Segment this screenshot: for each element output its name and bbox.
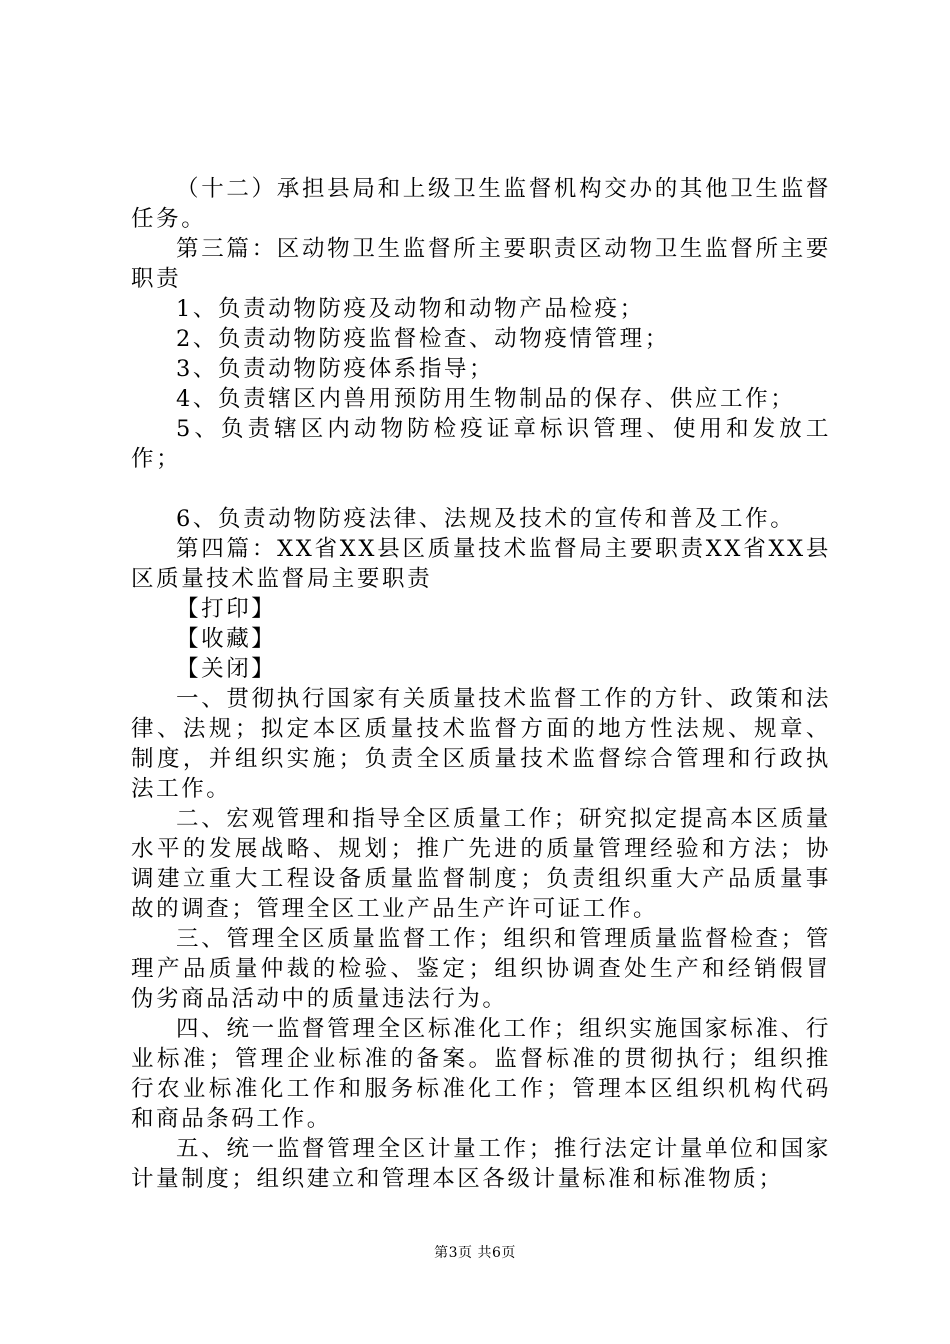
paragraph: 五、统一监督管理全区计量工作；推行法定计量单位和国家计量制度；组织建立和管理本区各级计量标准和标准物质； [131,1136,831,1192]
paragraph: （十二）承担县局和上级卫生监督机构交办的其他卫生监督任务。 [131,176,831,232]
favorite-link-text: 【收藏】 [176,626,277,652]
list-item: 5、负责辖区内动物防检疫证章标识管理、使用和发放工作； [131,416,831,472]
list-item: 3、负责动物防疫体系指导； [176,356,495,382]
section-heading: 第四篇：XX省XX县区质量技术监督局主要职责XX省XX县区质量技术监督局主要职责 [131,536,831,592]
list-item: 4、负责辖区内兽用预防用生物制品的保存、供应工作； [176,386,796,412]
paragraph: 一、贯彻执行国家有关质量技术监督工作的方针、政策和法律、法规；拟定本区质量技术监督方面的地方性法规、规章、制度，并组织实施；负责全区质量技术监督综合管理和行政执法工作。 [131,686,831,802]
document-body [131,174,831,1194]
paragraph: 三、管理全区质量监督工作；组织和管理质量监督检查；管理产品质量仲裁的检验、鉴定；组织协调查处生产和经销假冒伪劣商品活动中的质量违法行为。 [131,926,831,1012]
paragraph: 四、统一监督管理全区标准化工作；组织实施国家标准、行业标准；管理企业标准的备案。监督标准的贯彻执行；组织推行农业标准化工作和服务标准化工作；管理本区组织机构代码和商品条码工作。 [131,1016,831,1132]
paragraph: 二、宏观管理和指导全区质量工作；研究拟定提高本区质量水平的发展战略、规划；推广先进的质量管理经验和方法；协调建立重大工程设备质量监督制度；负责组织重大产品质量事故的调查；管理全区工业产品生产许可证工作。 [131,806,831,922]
close-link-text: 【关闭】 [176,656,277,682]
list-item: 2、负责动物防疫监督检查、动物疫情管理； [176,326,670,352]
blank-line [131,474,831,504]
list-item: 6、负责动物防疫法律、法规及技术的宣传和普及工作。 [176,506,796,532]
list-item: 1、负责动物防疫及动物和动物产品检疫； [176,296,645,322]
section-heading: 第三篇：区动物卫生监督所主要职责区动物卫生监督所主要职责 [131,236,831,292]
print-link-text: 【打印】 [176,596,277,622]
page-number-footer: 第3页 共6页 [434,1245,516,1261]
